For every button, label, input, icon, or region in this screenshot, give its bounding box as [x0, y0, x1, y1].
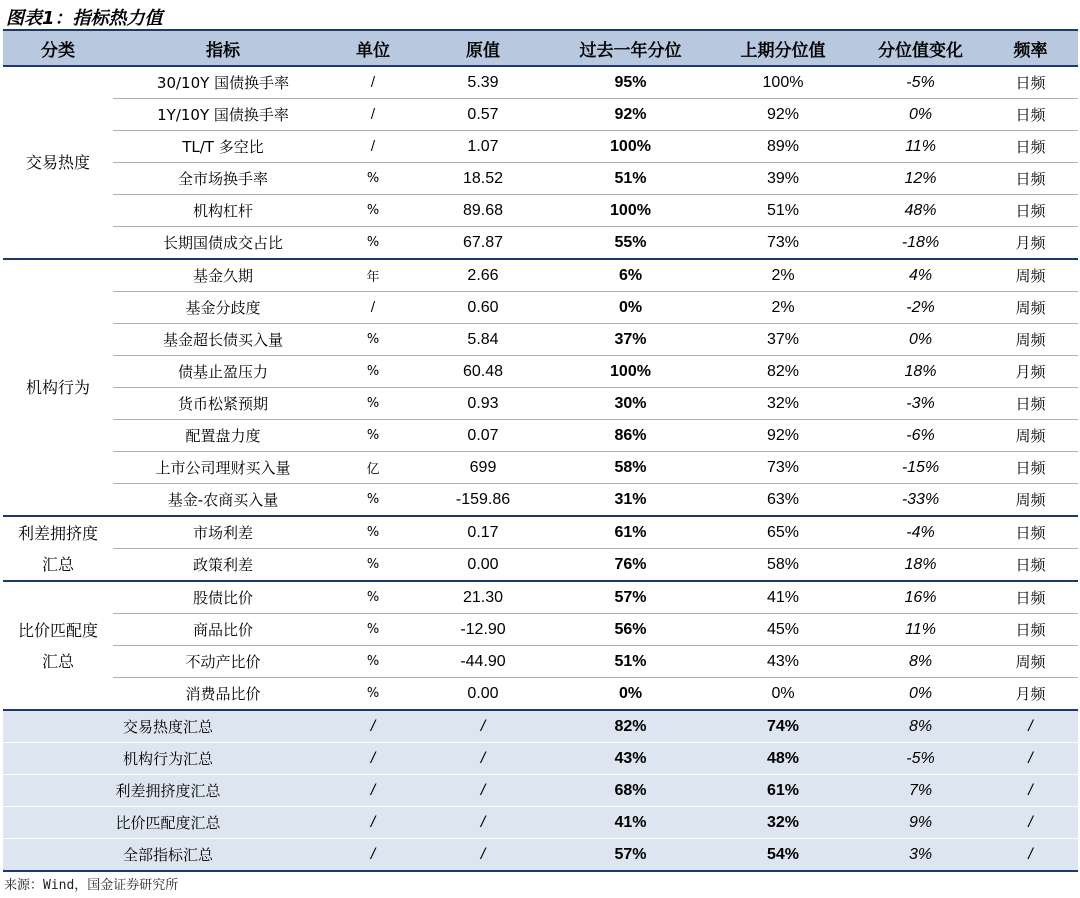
frequency-cell: 周频 [983, 324, 1078, 356]
table-body [3, 66, 1078, 871]
unit-cell: % [333, 646, 413, 678]
prev-percentile-cell: 0% [708, 678, 858, 711]
summary-change-cell: 7% [858, 775, 983, 807]
frequency-cell: 日频 [983, 452, 1078, 484]
summary-year-percentile-cell: 82% [553, 710, 708, 743]
frequency-cell: 周频 [983, 484, 1078, 517]
year-percentile-cell: 58% [553, 452, 708, 484]
frequency-cell: 日频 [983, 163, 1078, 195]
value-cell: 5.84 [413, 324, 553, 356]
prev-percentile-cell: 92% [708, 420, 858, 452]
summary-frequency-cell: / [983, 775, 1078, 807]
table-row [3, 356, 1078, 388]
summary-unit-cell: / [333, 807, 413, 839]
prev-percentile-cell: 43% [708, 646, 858, 678]
prev-percentile-cell: 82% [708, 356, 858, 388]
summary-frequency-cell: / [983, 839, 1078, 872]
value-cell: 699 [413, 452, 553, 484]
table-row [3, 259, 1078, 292]
unit-cell: % [333, 678, 413, 711]
frequency-cell: 月频 [983, 678, 1078, 711]
year-percentile-cell: 37% [553, 324, 708, 356]
unit-cell: % [333, 614, 413, 646]
summary-value-cell: / [413, 775, 553, 807]
category-cell [3, 516, 113, 581]
frequency-cell: 日频 [983, 581, 1078, 614]
unit-cell: % [333, 195, 413, 227]
value-cell: 1.07 [413, 131, 553, 163]
change-cell: 18% [858, 549, 983, 582]
frequency-cell: 日频 [983, 516, 1078, 549]
year-percentile-cell: 100% [553, 356, 708, 388]
value-cell: 0.93 [413, 388, 553, 420]
summary-unit-cell: / [333, 775, 413, 807]
summary-prev-percentile-cell: 32% [708, 807, 858, 839]
category-cell [3, 581, 113, 710]
unit-cell: / [333, 131, 413, 163]
frequency-cell: 日频 [983, 99, 1078, 131]
year-percentile-cell: 57% [553, 581, 708, 614]
prev-percentile-cell: 51% [708, 195, 858, 227]
prev-percentile-cell: 37% [708, 324, 858, 356]
table-row [3, 549, 1078, 582]
header-prev-percentile: 上期分位值 [708, 30, 858, 66]
indicator-cell: 货币松紧预期 [113, 388, 333, 420]
summary-frequency-cell: / [983, 807, 1078, 839]
summary-year-percentile-cell: 68% [553, 775, 708, 807]
category-cell: 机构行为 [3, 259, 113, 516]
summary-change-cell: -5% [858, 743, 983, 775]
summary-prev-percentile-cell: 74% [708, 710, 858, 743]
summary-unit-cell: / [333, 710, 413, 743]
value-cell: 0.17 [413, 516, 553, 549]
unit-cell: 年 [333, 259, 413, 292]
heat-table [3, 29, 1078, 872]
value-cell: 0.57 [413, 99, 553, 131]
summary-year-percentile-cell: 41% [553, 807, 708, 839]
summary-change-cell: 3% [858, 839, 983, 872]
frequency-cell: 日频 [983, 614, 1078, 646]
indicator-cell: 股债比价 [113, 581, 333, 614]
value-cell: 5.39 [413, 66, 553, 99]
change-cell: 0% [858, 324, 983, 356]
unit-cell: % [333, 516, 413, 549]
value-cell: 89.68 [413, 195, 553, 227]
indicator-cell: 长期国债成交占比 [113, 227, 333, 260]
category-label: 利差拥挤度 [17, 523, 98, 543]
value-cell: 0.00 [413, 678, 553, 711]
prev-percentile-cell: 89% [708, 131, 858, 163]
value-cell: 0.00 [413, 549, 553, 582]
change-cell: 8% [858, 646, 983, 678]
value-cell: 18.52 [413, 163, 553, 195]
table-row [3, 646, 1078, 678]
change-cell: 0% [858, 99, 983, 131]
value-cell: 67.87 [413, 227, 553, 260]
unit-cell: / [333, 99, 413, 131]
change-cell: 12% [858, 163, 983, 195]
unit-cell: % [333, 549, 413, 582]
indicator-cell: 基金超长债买入量 [113, 324, 333, 356]
unit-cell: % [333, 581, 413, 614]
prev-percentile-cell: 65% [708, 516, 858, 549]
change-cell: 11% [858, 614, 983, 646]
prev-percentile-cell: 63% [708, 484, 858, 517]
year-percentile-cell: 55% [553, 227, 708, 260]
prev-percentile-cell: 2% [708, 292, 858, 324]
summary-unit-cell: / [333, 839, 413, 872]
indicator-cell: 配置盘力度 [113, 420, 333, 452]
summary-row [3, 743, 1078, 775]
unit-cell: % [333, 163, 413, 195]
summary-year-percentile-cell: 57% [553, 839, 708, 872]
summary-value-cell: / [413, 839, 553, 872]
year-percentile-cell: 61% [553, 516, 708, 549]
change-cell: -5% [858, 66, 983, 99]
indicator-cell: 政策利差 [113, 549, 333, 582]
summary-name-cell: 利差拥挤度汇总 [3, 775, 333, 807]
year-percentile-cell: 30% [553, 388, 708, 420]
table-row [3, 195, 1078, 227]
change-cell: 4% [858, 259, 983, 292]
source-note: 来源：Wind，国金证券研究所 [4, 878, 179, 893]
frequency-cell: 周频 [983, 646, 1078, 678]
value-cell: -12.90 [413, 614, 553, 646]
summary-row [3, 710, 1078, 743]
summary-row [3, 839, 1078, 872]
prev-percentile-cell: 92% [708, 99, 858, 131]
frequency-cell: 日频 [983, 388, 1078, 420]
indicator-cell: 上市公司理财买入量 [113, 452, 333, 484]
summary-prev-percentile-cell: 48% [708, 743, 858, 775]
unit-cell: / [333, 292, 413, 324]
year-percentile-cell: 95% [553, 66, 708, 99]
change-cell: -33% [858, 484, 983, 517]
indicator-cell: 机构杠杆 [113, 195, 333, 227]
header-value: 原值 [413, 30, 553, 66]
indicator-cell: 全市场换手率 [113, 163, 333, 195]
header-change: 分位值变化 [858, 30, 983, 66]
summary-value-cell: / [413, 807, 553, 839]
value-cell: -159.86 [413, 484, 553, 517]
year-percentile-cell: 56% [553, 614, 708, 646]
value-cell: 2.66 [413, 259, 553, 292]
prev-percentile-cell: 73% [708, 452, 858, 484]
header-row [3, 30, 1078, 66]
unit-cell: / [333, 66, 413, 99]
change-cell: 0% [858, 678, 983, 711]
year-percentile-cell: 51% [553, 163, 708, 195]
summary-value-cell: / [413, 743, 553, 775]
table-row [3, 420, 1078, 452]
indicator-cell: 基金分歧度 [113, 292, 333, 324]
table-row [3, 614, 1078, 646]
unit-cell: % [333, 227, 413, 260]
value-cell: 21.30 [413, 581, 553, 614]
indicator-cell: 消费品比价 [113, 678, 333, 711]
value-cell: 60.48 [413, 356, 553, 388]
frequency-cell: 月频 [983, 356, 1078, 388]
table-row [3, 388, 1078, 420]
prev-percentile-cell: 58% [708, 549, 858, 582]
header-year-percentile: 过去一年分位 [553, 30, 708, 66]
value-cell: -44.90 [413, 646, 553, 678]
table-row [3, 324, 1078, 356]
frequency-cell: 周频 [983, 292, 1078, 324]
year-percentile-cell: 51% [553, 646, 708, 678]
change-cell: 16% [858, 581, 983, 614]
year-percentile-cell: 100% [553, 131, 708, 163]
change-cell: -6% [858, 420, 983, 452]
table-row [3, 292, 1078, 324]
table-row [3, 678, 1078, 711]
year-percentile-cell: 92% [553, 99, 708, 131]
indicator-cell: 基金久期 [113, 259, 333, 292]
frequency-cell: 日频 [983, 131, 1078, 163]
year-percentile-cell: 100% [553, 195, 708, 227]
change-cell: -3% [858, 388, 983, 420]
summary-prev-percentile-cell: 54% [708, 839, 858, 872]
summary-change-cell: 8% [858, 710, 983, 743]
table-row [3, 163, 1078, 195]
summary-name-cell: 比价匹配度汇总 [3, 807, 333, 839]
year-percentile-cell: 0% [553, 292, 708, 324]
change-cell: -15% [858, 452, 983, 484]
category-label-line2: 汇总 [41, 554, 74, 574]
table-row [3, 484, 1078, 517]
category-cell: 交易热度 [3, 66, 113, 259]
summary-year-percentile-cell: 43% [553, 743, 708, 775]
prev-percentile-cell: 45% [708, 614, 858, 646]
frequency-cell: 月频 [983, 227, 1078, 260]
summary-row [3, 775, 1078, 807]
summary-unit-cell: / [333, 743, 413, 775]
category-label: 比价匹配度 [17, 620, 98, 640]
indicator-cell: 市场利差 [113, 516, 333, 549]
indicator-cell: 不动产比价 [113, 646, 333, 678]
year-percentile-cell: 76% [553, 549, 708, 582]
value-cell: 0.60 [413, 292, 553, 324]
change-cell: 18% [858, 356, 983, 388]
indicator-cell: TL/T 多空比 [113, 131, 333, 163]
unit-cell: % [333, 484, 413, 517]
summary-row [3, 807, 1078, 839]
summary-name-cell: 全部指标汇总 [3, 839, 333, 872]
frequency-cell: 周频 [983, 259, 1078, 292]
summary-change-cell: 9% [858, 807, 983, 839]
change-cell: 48% [858, 195, 983, 227]
prev-percentile-cell: 73% [708, 227, 858, 260]
unit-cell: % [333, 388, 413, 420]
prev-percentile-cell: 41% [708, 581, 858, 614]
year-percentile-cell: 0% [553, 678, 708, 711]
prev-percentile-cell: 32% [708, 388, 858, 420]
change-cell: -18% [858, 227, 983, 260]
summary-name-cell: 机构行为汇总 [3, 743, 333, 775]
indicator-cell: 1Y/10Y 国债换手率 [113, 99, 333, 131]
indicator-cell: 商品比价 [113, 614, 333, 646]
table-row [3, 516, 1078, 549]
table-row [3, 452, 1078, 484]
summary-prev-percentile-cell: 61% [708, 775, 858, 807]
indicator-cell: 30/10Y 国债换手率 [113, 66, 333, 99]
prev-percentile-cell: 100% [708, 66, 858, 99]
frequency-cell: 日频 [983, 549, 1078, 582]
frequency-cell: 周频 [983, 420, 1078, 452]
summary-frequency-cell: / [983, 743, 1078, 775]
unit-cell: % [333, 356, 413, 388]
table-row [3, 581, 1078, 614]
figure-title: 图表1：指标热力值 [6, 8, 163, 29]
table-row [3, 131, 1078, 163]
header-indicator: 指标 [113, 30, 333, 66]
unit-cell: % [333, 420, 413, 452]
table-row [3, 227, 1078, 260]
summary-value-cell: / [413, 710, 553, 743]
change-cell: 11% [858, 131, 983, 163]
value-cell: 0.07 [413, 420, 553, 452]
prev-percentile-cell: 2% [708, 259, 858, 292]
unit-cell: % [333, 324, 413, 356]
summary-frequency-cell: / [983, 710, 1078, 743]
frequency-cell: 日频 [983, 66, 1078, 99]
table-row [3, 66, 1078, 99]
header-frequency: 频率 [983, 30, 1078, 66]
frequency-cell: 日频 [983, 195, 1078, 227]
category-label-line2: 汇总 [41, 651, 74, 671]
table-row [3, 99, 1078, 131]
indicator-cell: 基金-农商买入量 [113, 484, 333, 517]
indicator-cell: 债基止盈压力 [113, 356, 333, 388]
prev-percentile-cell: 39% [708, 163, 858, 195]
year-percentile-cell: 86% [553, 420, 708, 452]
change-cell: -4% [858, 516, 983, 549]
header-unit: 单位 [333, 30, 413, 66]
header-category: 分类 [3, 30, 113, 66]
year-percentile-cell: 31% [553, 484, 708, 517]
summary-name-cell: 交易热度汇总 [3, 710, 333, 743]
year-percentile-cell: 6% [553, 259, 708, 292]
unit-cell: 亿 [333, 452, 413, 484]
change-cell: -2% [858, 292, 983, 324]
